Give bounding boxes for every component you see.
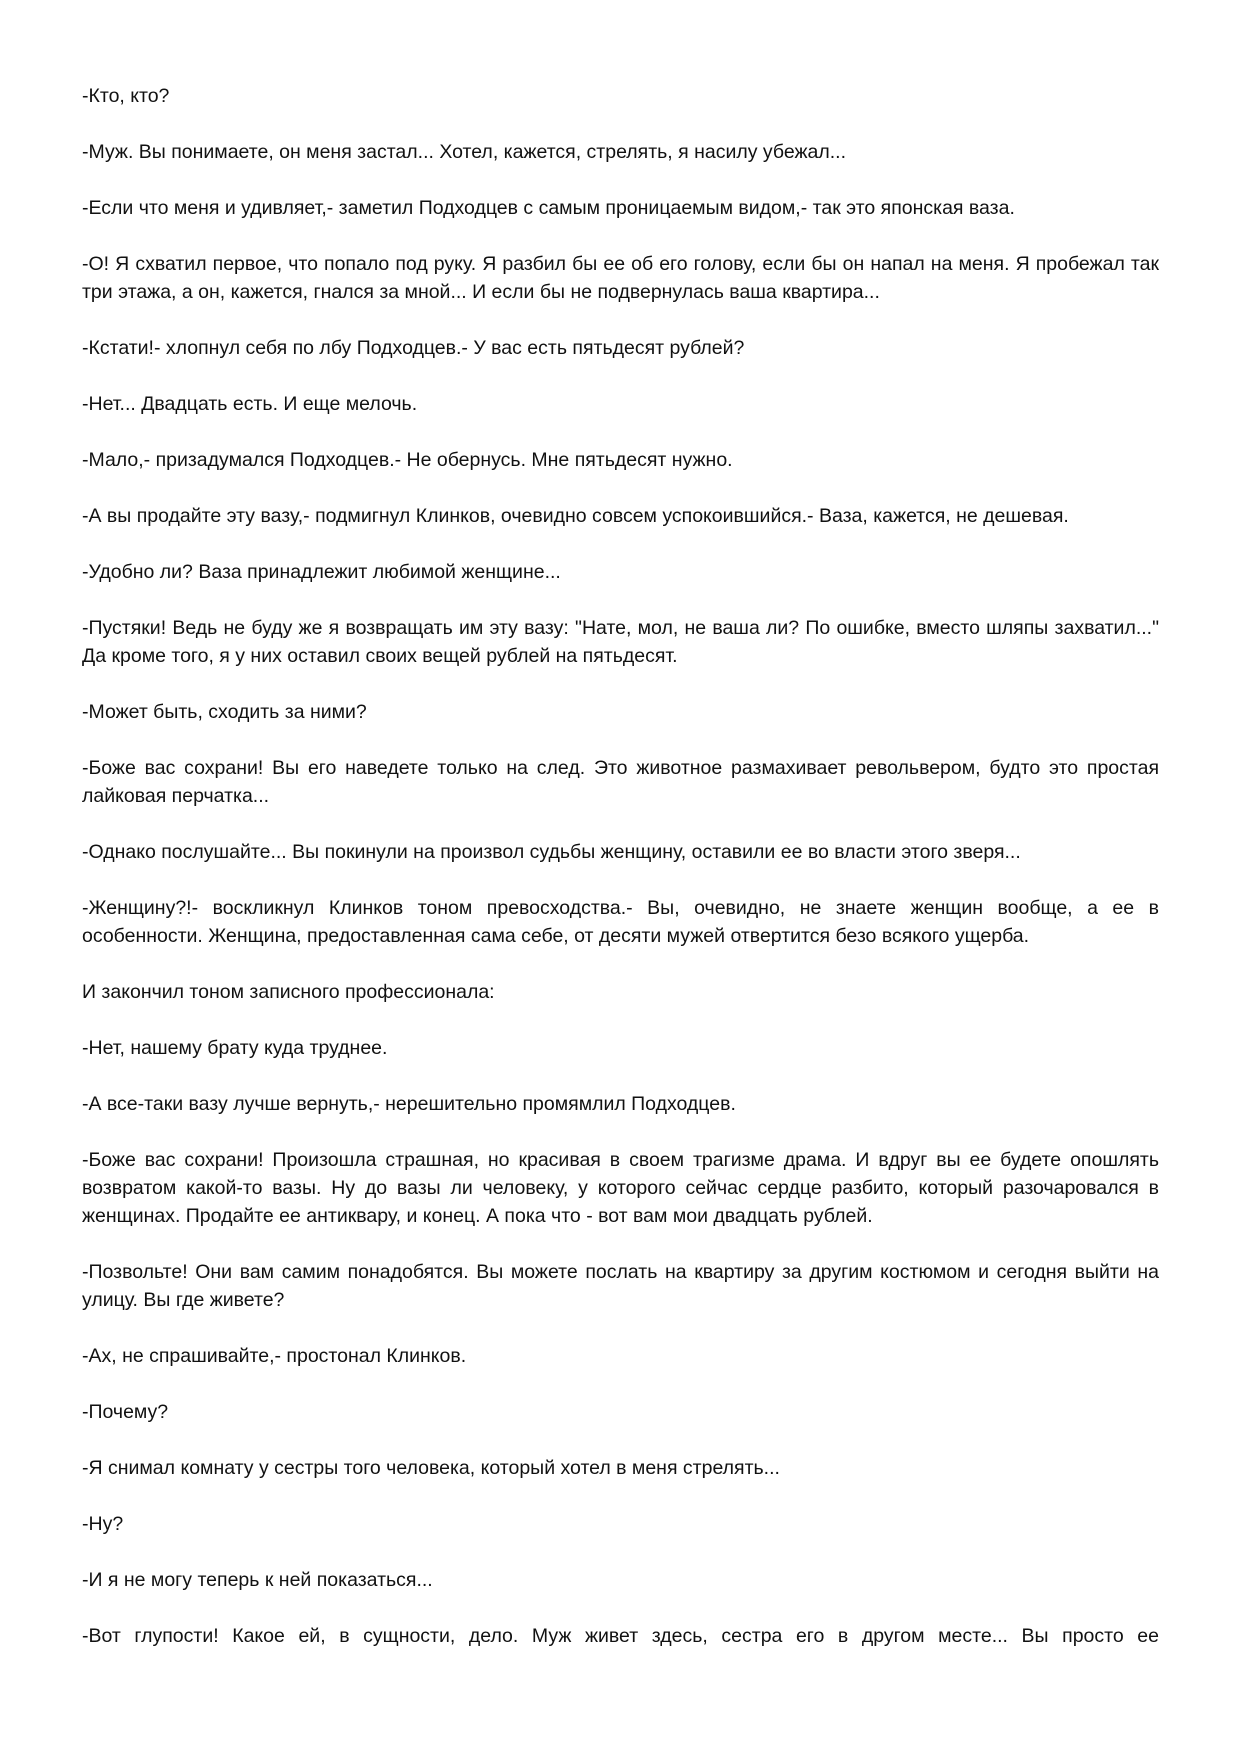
paragraph: -Женщину?!- воскликнул Клинков тоном превосходства.- Вы, очевидно, не знаете женщин вообще, а ее в особенности. Женщина, предоставленная сама себе, от десяти мужей отвертится безо всякого ущерба. <box>82 897 1159 947</box>
paragraph: -Если что меня и удивляет,- заметил Подходцев с самым проницаемым видом,- так это японская ваза. <box>82 197 1015 219</box>
paragraph: -Однако послушайте... Вы покинули на произвол судьбы женщину, оставили ее во власти этого зверя... <box>82 841 1021 863</box>
paragraph: -Кто, кто? <box>82 85 170 107</box>
paragraph: -Ну? <box>82 1513 124 1535</box>
paragraph: -Ах, не спрашивайте,- простонал Клинков. <box>82 1345 467 1367</box>
paragraph: -О! Я схватил первое, что попало под руку. Я разбил бы ее об его голову, если бы он напал на меня. Я пробежал так три этажа, а он, кажется, гнался за мной... И если бы не подвернулась ваша квартира... <box>82 253 1159 303</box>
paragraph: -Я снимал комнату у сестры того человека, который хотел в меня стрелять... <box>82 1457 780 1479</box>
paragraph: -Нет... Двадцать есть. И еще мелочь. <box>82 393 418 415</box>
paragraph: -Удобно ли? Ваза принадлежит любимой женщине... <box>82 561 561 583</box>
paragraph: -Вот глупости! Какое ей, в сущности, дело. Муж живет здесь, сестра его в другом месте... Вы просто ее <box>82 1625 1159 1647</box>
paragraph: -Позвольте! Они вам самим понадобятся. Вы можете послать на квартиру за другим костюмом и сегодня выйти на улицу. Вы где живете? <box>82 1261 1159 1311</box>
paragraph: -Боже вас сохрани! Вы его наведете только на след. Это животное размахивает револьвером, будто это простая лайковая перчатка... <box>82 757 1159 807</box>
paragraph: -Нет, нашему брату куда труднее. <box>82 1037 388 1059</box>
paragraph: -Почему? <box>82 1401 169 1423</box>
paragraph: И закончил тоном записного профессионала: <box>82 981 495 1003</box>
paragraph: -Мало,- призадумался Подходцев.- Не обернусь. Мне пятьдесят нужно. <box>82 449 733 471</box>
paragraph: -Муж. Вы понимаете, он меня застал... Хотел, кажется, стрелять, я насилу убежал... <box>82 141 846 163</box>
paragraph: -Кстати!- хлопнул себя по лбу Подходцев.- У вас есть пятьдесят рублей? <box>82 337 745 359</box>
paragraph: -А вы продайте эту вазу,- подмигнул Клинков, очевидно совсем успокоившийся.- Ваза, кажется, не дешевая. <box>82 505 1069 527</box>
paragraph: -Боже вас сохрани! Произошла страшная, но красивая в своем трагизме драма. И вдруг вы ее будете опошлять возвратом какой-то вазы. Ну до вазы ли человеку, у которого сейчас сердце разбито, который разочаровался в женщинах. Продайте ее антиквару, и конец. А пока что - вот вам мои двадцать рублей. <box>82 1149 1159 1227</box>
paragraph: -А все-таки вазу лучше вернуть,- нерешительно промямлил Подходцев. <box>82 1093 736 1115</box>
document-page <box>82 82 1159 1678</box>
paragraph: -И я не могу теперь к ней показаться... <box>82 1569 433 1591</box>
paragraph: -Пустяки! Ведь не буду же я возвращать им эту вазу: "Нате, мол, не ваша ли? По ошибке, вместо шляпы захватил..." Да кроме того, я у них оставил своих вещей рублей на пятьдесят. <box>82 617 1159 667</box>
paragraph: -Может быть, сходить за ними? <box>82 701 367 723</box>
